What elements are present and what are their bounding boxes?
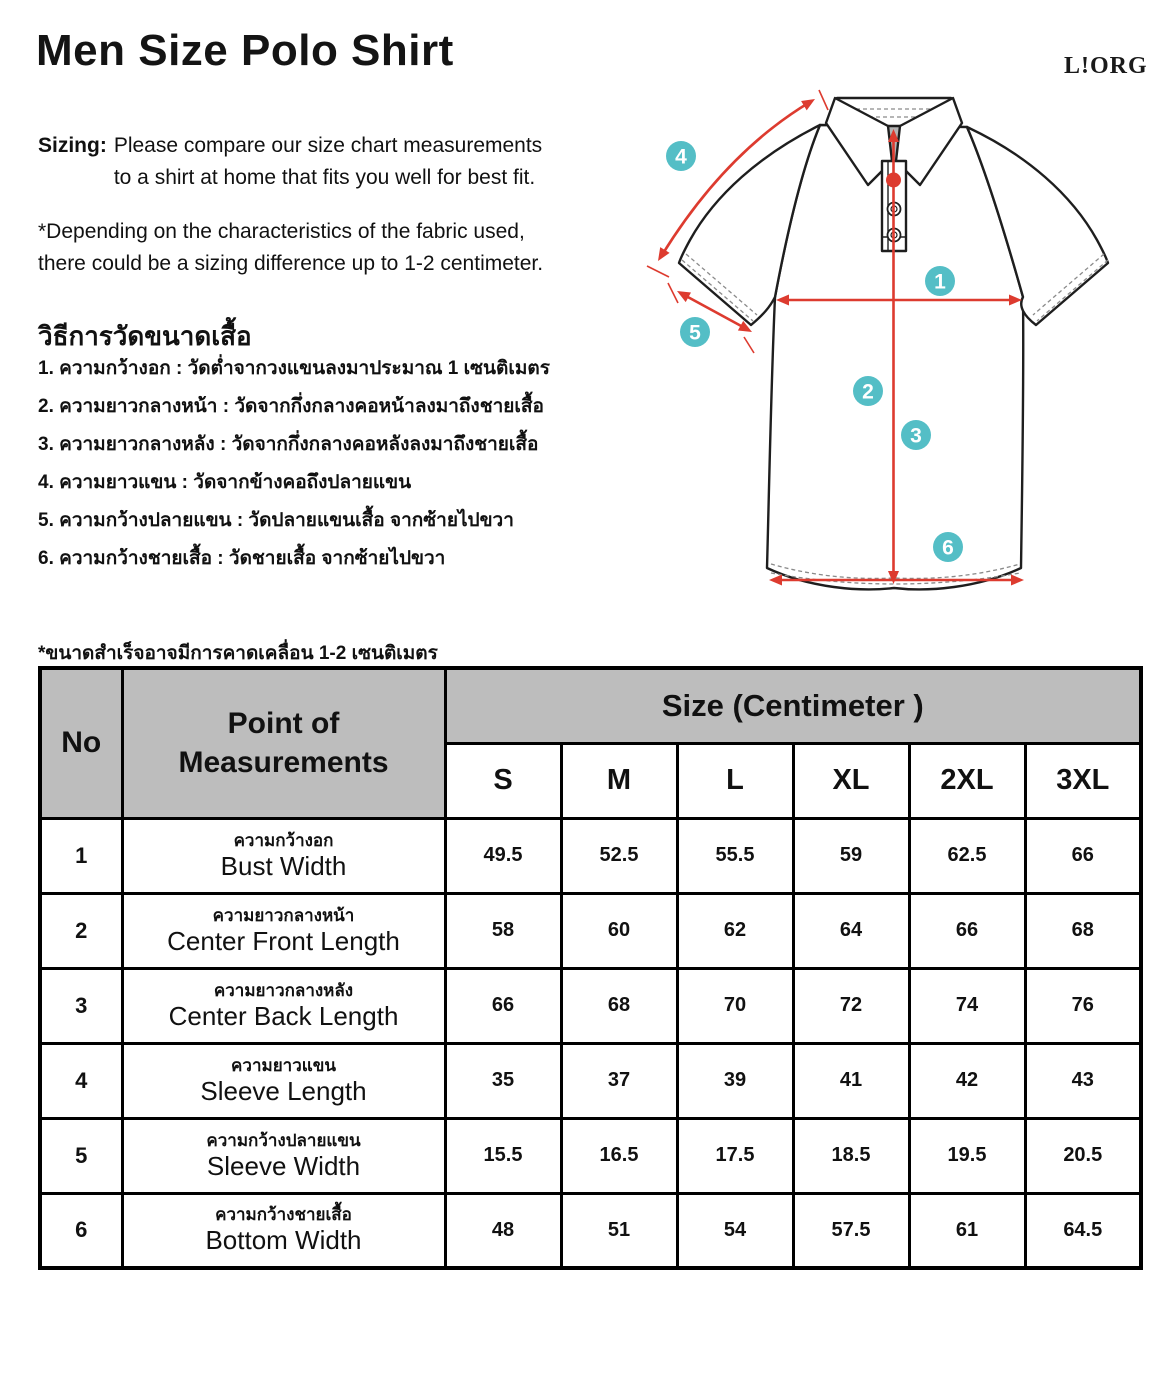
row-measurement (122, 893, 445, 968)
row-measurement (122, 818, 445, 893)
value-s: 49.5 (445, 818, 561, 893)
measurement-label-en: Center Front Length (167, 925, 400, 956)
badge-number: 5 (689, 321, 701, 345)
value-3xl: 20.5 (1025, 1118, 1141, 1193)
value-s: 66 (445, 968, 561, 1043)
value-xl: 72 (793, 968, 909, 1043)
value-xl: 18.5 (793, 1118, 909, 1193)
table-row-center-back-length (40, 968, 1141, 1043)
header-no: No (40, 668, 122, 818)
measurement-badge-1 (925, 266, 955, 296)
instruction-item-4: 4. ความยาวแขน : วัดจากข้างคอถึงปลายแขน (38, 472, 412, 493)
measurement-label-en: Bottom Width (205, 1225, 362, 1256)
polo-shirt-diagram (630, 85, 1175, 645)
measurement-label-en: Sleeve Width (206, 1150, 361, 1181)
value-xl: 59 (793, 818, 909, 893)
measurement-label-en: Sleeve Length (200, 1075, 367, 1106)
row-no: 5 (40, 1118, 122, 1193)
row-measurement (122, 1193, 445, 1268)
value-l: 39 (677, 1043, 793, 1118)
value-3xl: 64.5 (1025, 1193, 1141, 1268)
table-row-center-front-length (40, 893, 1141, 968)
value-2xl: 66 (909, 893, 1025, 968)
header-point-of-measurements: Point of Measurements (122, 668, 445, 818)
value-xl: 41 (793, 1043, 909, 1118)
value-m: 68 (561, 968, 677, 1043)
measurement-badge-3 (901, 420, 931, 450)
value-m: 16.5 (561, 1118, 677, 1193)
sizing-text (114, 130, 542, 194)
badge-number: 3 (910, 424, 922, 448)
row-measurement (122, 1118, 445, 1193)
row-no: 6 (40, 1193, 122, 1268)
measurement-label-thai: ความยาวกลางหน้า (212, 905, 355, 925)
measurement-label-en: Bust Width (220, 850, 347, 881)
measurement-badge-2 (853, 376, 883, 406)
instruction-item-5: 5. ความกว้างปลายแขน : วัดปลายแขนเสื้อ จากซ้ายไปขวา (38, 510, 514, 531)
value-m: 37 (561, 1043, 677, 1118)
size-tolerance-note: *ขนาดสำเร็จอาจมีการคาดเคลื่อน 1-2 เซนติเมตร (38, 643, 438, 664)
measurement-badge-5 (680, 317, 710, 347)
badge-number: 1 (934, 270, 946, 294)
header-size-xl: XL (793, 743, 909, 818)
sizing-line-2: to a shirt at home that fits you well for best fit. (113, 166, 536, 189)
instruction-item-1: 1. ความกว้างอก : วัดต่ำจากวงแขนลงมาประมาณ 1 เซนติเมตร (38, 358, 550, 379)
polo-shirt-svg (630, 85, 1175, 645)
row-measurement (122, 968, 445, 1043)
value-m: 60 (561, 893, 677, 968)
badge-number: 6 (942, 536, 954, 560)
value-l: 17.5 (677, 1118, 793, 1193)
measurement-label-en: Center Back Length (168, 1000, 399, 1031)
value-3xl: 76 (1025, 968, 1141, 1043)
value-s: 15.5 (445, 1118, 561, 1193)
value-l: 70 (677, 968, 793, 1043)
value-l: 54 (677, 1193, 793, 1268)
value-l: 55.5 (677, 818, 793, 893)
page-title: Men Size Polo Shirt (36, 26, 454, 75)
value-l: 62 (677, 893, 793, 968)
measurement-label-thai: ความกว้างปลายแขน (206, 1130, 361, 1150)
instruction-item-3: 3. ความยาวกลางหลัง : วัดจากกึ่งกลางคอหลังลงมาถึงชายเสื้อ (38, 434, 539, 455)
instruction-item-6: 6. ความกว้างชายเสื้อ : วัดชายเสื้อ จากซ้ายไปขวา (38, 548, 446, 569)
value-s: 35 (445, 1043, 561, 1118)
sizing-label: Sizing: (38, 134, 107, 157)
value-2xl: 62.5 (909, 818, 1025, 893)
value-2xl: 61 (909, 1193, 1025, 1268)
measurement-badge-4 (666, 141, 696, 171)
table-row-sleeve-width (40, 1118, 1141, 1193)
fabric-note-line-1: *Depending on the characteristics of the fabric used, (38, 220, 525, 243)
value-s: 58 (445, 893, 561, 968)
header-size-group: Size (Centimeter ) (445, 668, 1141, 743)
sizing-note (38, 130, 628, 194)
measurement-label-thai: ความยาวแขน (231, 1055, 336, 1075)
table-row-bust-width (40, 818, 1141, 893)
header-size-s: S (445, 743, 561, 818)
measurement-badge-6 (933, 532, 963, 562)
row-no: 3 (40, 968, 122, 1043)
value-3xl: 66 (1025, 818, 1141, 893)
header-size-m: M (561, 743, 677, 818)
value-s: 48 (445, 1193, 561, 1268)
badge-number: 4 (675, 145, 687, 169)
fabric-note-line-2: there could be a sizing difference up to 1-2 centimeter. (38, 252, 544, 275)
value-3xl: 43 (1025, 1043, 1141, 1118)
table-header-row-1 (40, 668, 1141, 743)
table-row-sleeve-length (40, 1043, 1141, 1118)
row-no: 2 (40, 893, 122, 968)
fabric-note (38, 216, 638, 280)
badge-number: 2 (862, 380, 874, 404)
sizing-line-1: Please compare our size chart measurements (113, 134, 543, 157)
header-size-3xl: 3XL (1025, 743, 1141, 818)
row-no: 1 (40, 818, 122, 893)
row-measurement (122, 1043, 445, 1118)
brand-logo: L!ORG (1064, 53, 1148, 79)
value-m: 52.5 (561, 818, 677, 893)
value-3xl: 68 (1025, 893, 1141, 968)
value-2xl: 19.5 (909, 1118, 1025, 1193)
measure-instructions-heading: วิธีการวัดขนาดเสื้อ (38, 321, 252, 351)
value-2xl: 42 (909, 1043, 1025, 1118)
measurement-label-thai: ความยาวกลางหลัง (213, 980, 354, 1000)
header-size-2xl: 2XL (909, 743, 1025, 818)
row-no: 4 (40, 1043, 122, 1118)
header-size-l: L (677, 743, 793, 818)
value-xl: 57.5 (793, 1193, 909, 1268)
value-xl: 64 (793, 893, 909, 968)
size-table (38, 666, 1143, 1270)
instruction-item-2: 2. ความยาวกลางหน้า : วัดจากกึ่งกลางคอหน้าลงมาถึงชายเสื้อ (38, 396, 544, 417)
value-2xl: 74 (909, 968, 1025, 1043)
measurement-label-thai: ความกว้างชายเสื้อ (215, 1205, 352, 1225)
value-m: 51 (561, 1193, 677, 1268)
measure-instructions-list (38, 354, 638, 582)
table-row-bottom-width (40, 1193, 1141, 1268)
measurement-label-thai: ความกว้างอก (233, 830, 334, 850)
